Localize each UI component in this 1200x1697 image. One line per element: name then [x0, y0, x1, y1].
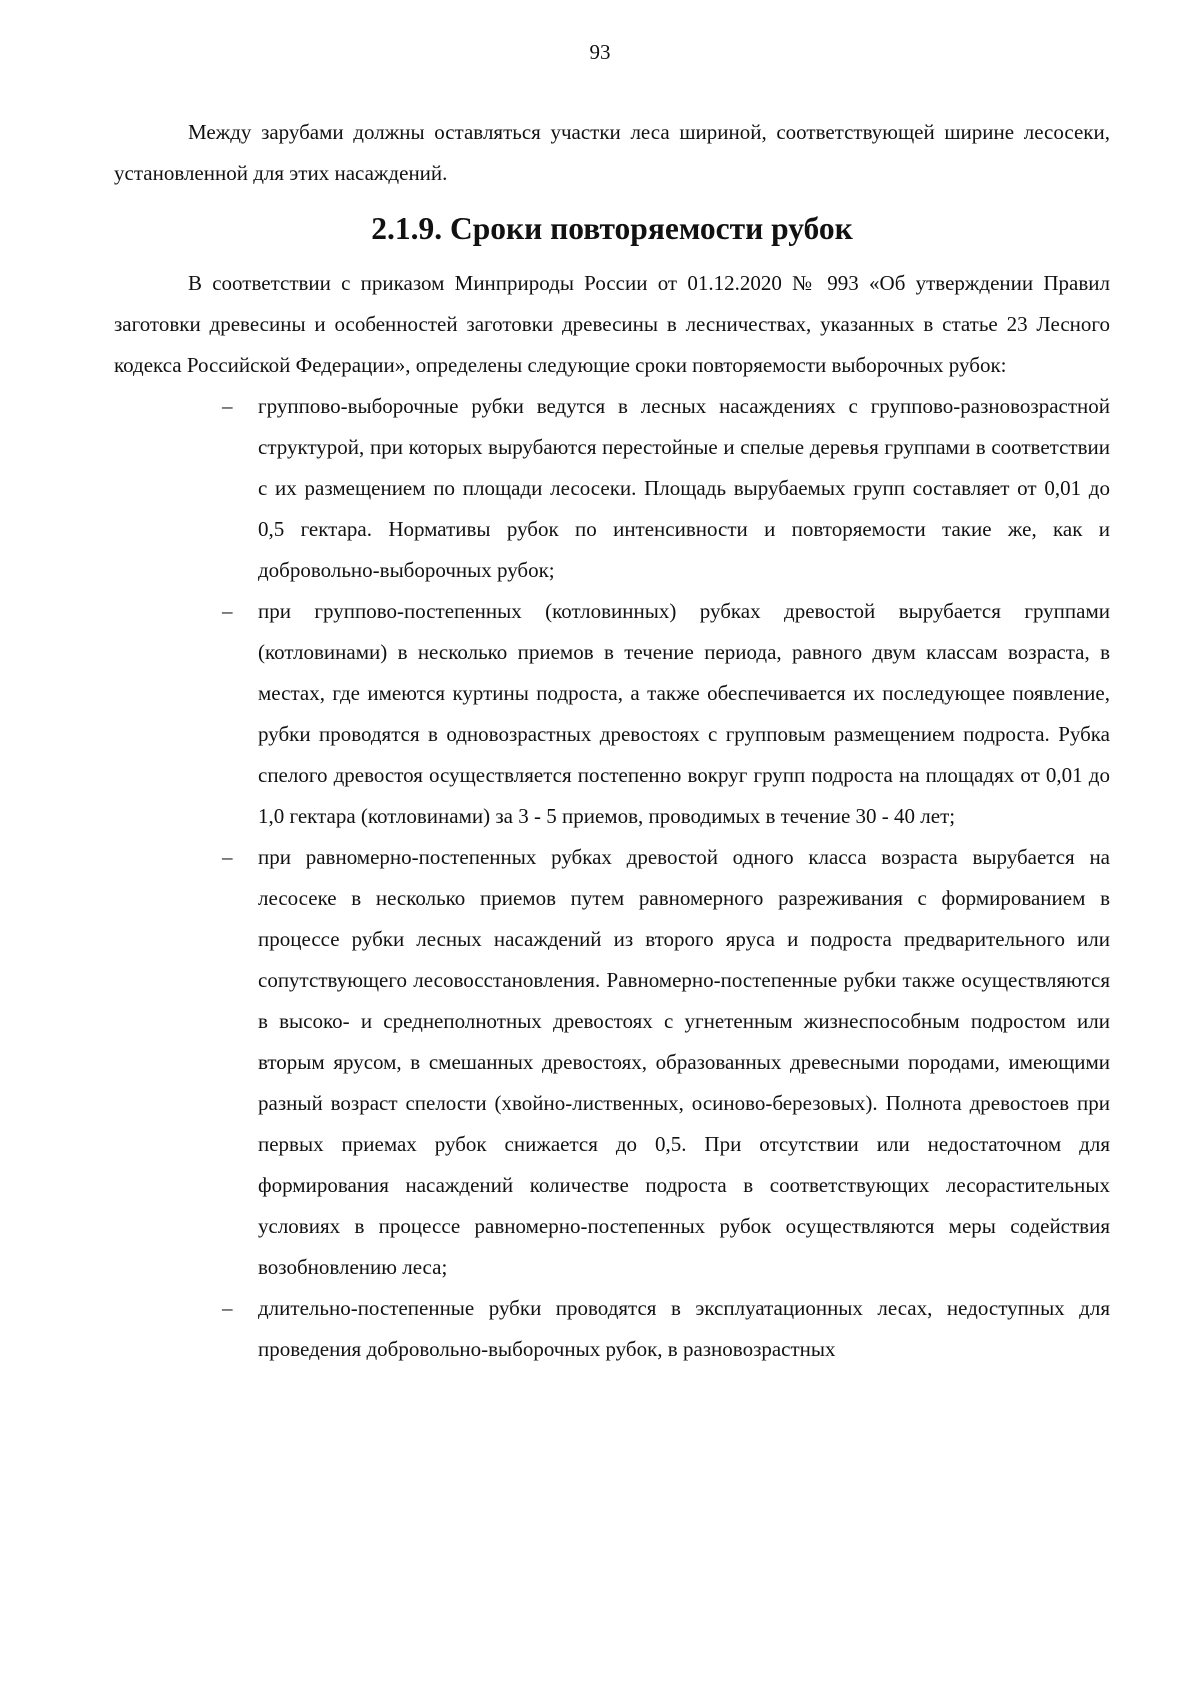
list-item-text: длительно-постепенные рубки проводятся в эксплуатационных лесах, недоступных для проведения добровольно-выборочных рубок, в разновозрастных — [258, 1296, 1110, 1361]
main-paragraph: В соответствии с приказом Минприроды России от 01.12.2020 № 993 «Об утверждении Правил заготовки древесины и особенностей заготовки древесины в лесничествах, указанных в статье 23 Лесного кодекса Российской Федерации», определены следующие сроки повторяемости выборочных рубок: — [114, 271, 1110, 377]
list-item-text: при группово-постепенных (котловинных) рубках древостой вырубается группами (котловинами) в несколько приемов в течение периода, равного двум классам возраста, в местах, где имеются куртины подроста, а также обеспечивается их последующее появление, рубки проводятся в одновозрастных древостоях с групповым размещением подроста. Рубка спелого древостоя осуществляется постепенно вокруг групп подроста на площадях от 0,01 до 1,0 гектара (котловинами) за 3 - 5 приемов, проводимых в течение 30 - 40 лет; — [258, 599, 1110, 828]
page-number: 93 — [589, 40, 611, 64]
list-item-text: группово-выборочные рубки ведутся в лесных насаждениях с группово-разновозрастной структурой, при которых вырубаются перестойные и спелые деревья группами в соответствии с их размещением по площади лесосеки. Площадь вырубаемых групп составляет от 0,01 до 0,5 гектара. Нормативы рубок по интенсивности и повторяемости такие же, как и добровольно-выборочных рубок; — [258, 394, 1110, 582]
section-heading: 2.1.9. Сроки повторяемости рубок — [371, 211, 853, 246]
intro-paragraph: Между зарубами должны оставляться участки леса шириной, соответствующей ширине лесосеки, установленной для этих насаждений. — [114, 120, 1110, 185]
list-item-text: при равномерно-постепенных рубках древостой одного класса возраста вырубается на лесосеке в несколько приемов путем равномерного разреживания с формированием в процессе рубки лесных насаждений из второго яруса и подроста предварительного или сопутствующего лесовосстановления. Равномерно-постепенные рубки также осуществляются в высоко- и среднеполнотных древостоях с угнетенным жизнеспособным подростом или вторым ярусом, в смешанных древостоях, образованных древесными породами, имеющими разный возраст спелости (хвойно-лиственных, осиново-березовых). Полнота древостоев при первых приемах рубок снижается до 0,5. При отсутствии или недостаточном для формирования насаждений количестве подроста в соответствующих лесорастительных условиях в процессе равномерно-постепенных рубок осуществляются меры содействия возобновлению леса; — [258, 845, 1110, 1279]
list-marker: – — [222, 845, 233, 869]
list-item — [114, 837, 1110, 1288]
list-item — [114, 1288, 1110, 1370]
list-marker: – — [222, 1296, 233, 1320]
list-item — [114, 386, 1110, 591]
list-marker: – — [222, 394, 233, 418]
list-item — [114, 591, 1110, 837]
list-marker: – — [222, 599, 233, 623]
rules-list — [114, 386, 1110, 1370]
document-body — [114, 112, 1110, 1370]
